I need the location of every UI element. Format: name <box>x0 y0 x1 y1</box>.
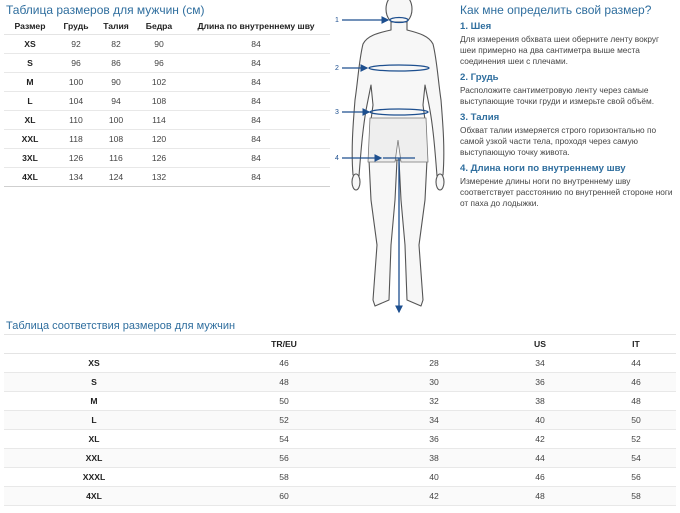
size-guide-panel <box>460 3 676 214</box>
chest-text: Расположите сантиметровую ленту через самые выступающие точки груди и измерьте свой объём. <box>460 85 655 106</box>
inseam-cell: 84 <box>182 92 330 111</box>
us-cell: 42 <box>484 430 596 449</box>
value-cell: 28 <box>384 354 484 373</box>
size-cell: M <box>4 392 184 411</box>
conversion-table-title: Таблица соответствия размеров для мужчин <box>6 320 236 332</box>
col-header-tr-eu: TR/EU <box>184 335 384 354</box>
chest-cell: 92 <box>56 35 96 54</box>
waist-cell: 116 <box>96 149 136 168</box>
size-conversion-table <box>4 334 676 506</box>
size-cell: L <box>4 411 184 430</box>
value-cell: 32 <box>384 392 484 411</box>
waist-cell: 108 <box>96 130 136 149</box>
us-cell: 36 <box>484 373 596 392</box>
size-cell: XL <box>4 430 184 449</box>
size-cell: XXL <box>4 130 56 149</box>
col-header-inseam: Длина по внутреннему шву <box>182 17 330 35</box>
us-cell: 34 <box>484 354 596 373</box>
table-row <box>4 449 676 468</box>
waist-cell: 100 <box>96 111 136 130</box>
guide-title: Как мне определить свой размер? <box>460 3 652 17</box>
it-cell: 56 <box>596 468 676 487</box>
hips-cell: 96 <box>136 54 182 73</box>
hips-cell: 90 <box>136 35 182 54</box>
torso-outline <box>352 22 444 176</box>
body-outline-illustration <box>333 0 453 320</box>
hips-cell: 102 <box>136 73 182 92</box>
waist-cell: 124 <box>96 168 136 187</box>
tr-eu-cell: 56 <box>184 449 384 468</box>
chest-heading: 2. Грудь <box>460 72 499 83</box>
us-cell: 38 <box>484 392 596 411</box>
neck-text: Для измерения обхвата шеи оберните ленту вокруг шеи примерно на два сантиметра выше места соединения шеи с плечами. <box>460 34 660 66</box>
tr-eu-cell: 46 <box>184 354 384 373</box>
size-cell: L <box>4 92 56 111</box>
it-cell: 48 <box>596 392 676 411</box>
us-cell: 46 <box>484 468 596 487</box>
hips-cell: 126 <box>136 149 182 168</box>
col-header-size <box>4 335 184 354</box>
table-row <box>4 354 676 373</box>
col-header-chest: Грудь <box>56 17 96 35</box>
value-cell: 30 <box>384 373 484 392</box>
us-cell: 48 <box>484 487 596 506</box>
waist-cell: 90 <box>96 73 136 92</box>
table-row <box>4 487 676 506</box>
col-header-hips: Бедра <box>136 17 182 35</box>
inseam-cell: 84 <box>182 130 330 149</box>
marker-label-1: 1 <box>335 17 339 24</box>
right-hand <box>436 174 444 190</box>
marker-label-3: 3 <box>335 109 339 116</box>
col-header-us: US <box>484 335 596 354</box>
chest-cell: 100 <box>56 73 96 92</box>
size-cell: XS <box>4 354 184 373</box>
tr-eu-cell: 60 <box>184 487 384 506</box>
waist-heading: 3. Талия <box>460 112 500 123</box>
marker-label-4: 4 <box>335 155 339 162</box>
size-cell: S <box>4 54 56 73</box>
left-hand <box>352 174 360 190</box>
waist-text: Обхват талии измеряется строго горизонтально по самой узкой части тела, проходя через самую выступающую точку живота. <box>460 125 657 157</box>
inseam-heading: 4. Длина ноги по внутреннему шву <box>460 163 626 174</box>
it-cell: 54 <box>596 449 676 468</box>
table-row <box>4 373 676 392</box>
hips-cell: 132 <box>136 168 182 187</box>
table-row <box>4 92 330 111</box>
it-cell: 50 <box>596 411 676 430</box>
inseam-text: Измерение длины ноги по внутреннему шву соответствует расстоянию по внутренней стороне ноги от паха до лодыжки. <box>460 176 673 208</box>
table-row <box>4 35 330 54</box>
waist-cell: 82 <box>96 35 136 54</box>
chest-cell: 126 <box>56 149 96 168</box>
inseam-cell: 84 <box>182 73 330 92</box>
inseam-cell: 84 <box>182 168 330 187</box>
table-row <box>4 149 330 168</box>
it-cell: 58 <box>596 487 676 506</box>
neck-heading: 1. Шея <box>460 21 492 32</box>
us-cell: 40 <box>484 411 596 430</box>
chest-cell: 104 <box>56 92 96 111</box>
left-leg-outline <box>369 160 397 306</box>
value-cell: 38 <box>384 449 484 468</box>
table-row <box>4 468 676 487</box>
size-cell: XXL <box>4 449 184 468</box>
size-cell: 3XL <box>4 149 56 168</box>
table-row <box>4 411 676 430</box>
table-row <box>4 73 330 92</box>
size-cell: S <box>4 373 184 392</box>
size-cell: XL <box>4 111 56 130</box>
tr-eu-cell: 58 <box>184 468 384 487</box>
it-cell: 44 <box>596 354 676 373</box>
value-cell: 34 <box>384 411 484 430</box>
hips-cell: 120 <box>136 130 182 149</box>
men-size-table <box>4 17 330 187</box>
size-cell: XXXL <box>4 468 184 487</box>
col-header-waist: Талия <box>96 17 136 35</box>
body-measurement-figure <box>333 0 453 320</box>
it-cell: 52 <box>596 430 676 449</box>
men-size-table-title: Таблица размеров для мужчин (см) <box>6 3 205 17</box>
inseam-cell: 84 <box>182 35 330 54</box>
value-cell: 36 <box>384 430 484 449</box>
inseam-cell: 84 <box>182 111 330 130</box>
right-leg-outline <box>399 160 427 306</box>
size-cell: XS <box>4 35 56 54</box>
tr-eu-cell: 50 <box>184 392 384 411</box>
chest-cell: 110 <box>56 111 96 130</box>
inseam-cell: 84 <box>182 54 330 73</box>
tr-eu-cell: 52 <box>184 411 384 430</box>
size-cell: M <box>4 73 56 92</box>
chest-cell: 96 <box>56 54 96 73</box>
tr-eu-cell: 54 <box>184 430 384 449</box>
chest-cell: 134 <box>56 168 96 187</box>
size-cell: 4XL <box>4 487 184 506</box>
table-row <box>4 392 676 411</box>
waist-cell: 86 <box>96 54 136 73</box>
col-header-size: Размер <box>4 17 56 35</box>
size-cell: 4XL <box>4 168 56 187</box>
table-row <box>4 111 330 130</box>
tr-eu-cell: 48 <box>184 373 384 392</box>
marker-label-2: 2 <box>335 65 339 72</box>
table-row <box>4 168 330 187</box>
col-header-it: IT <box>596 335 676 354</box>
it-cell: 46 <box>596 373 676 392</box>
col-header-blank <box>384 335 484 354</box>
table-row <box>4 430 676 449</box>
hips-cell: 114 <box>136 111 182 130</box>
table-row <box>4 130 330 149</box>
inseam-cell: 84 <box>182 149 330 168</box>
chest-cell: 118 <box>56 130 96 149</box>
value-cell: 40 <box>384 468 484 487</box>
waist-cell: 94 <box>96 92 136 111</box>
hips-cell: 108 <box>136 92 182 111</box>
table-row <box>4 54 330 73</box>
us-cell: 44 <box>484 449 596 468</box>
value-cell: 42 <box>384 487 484 506</box>
